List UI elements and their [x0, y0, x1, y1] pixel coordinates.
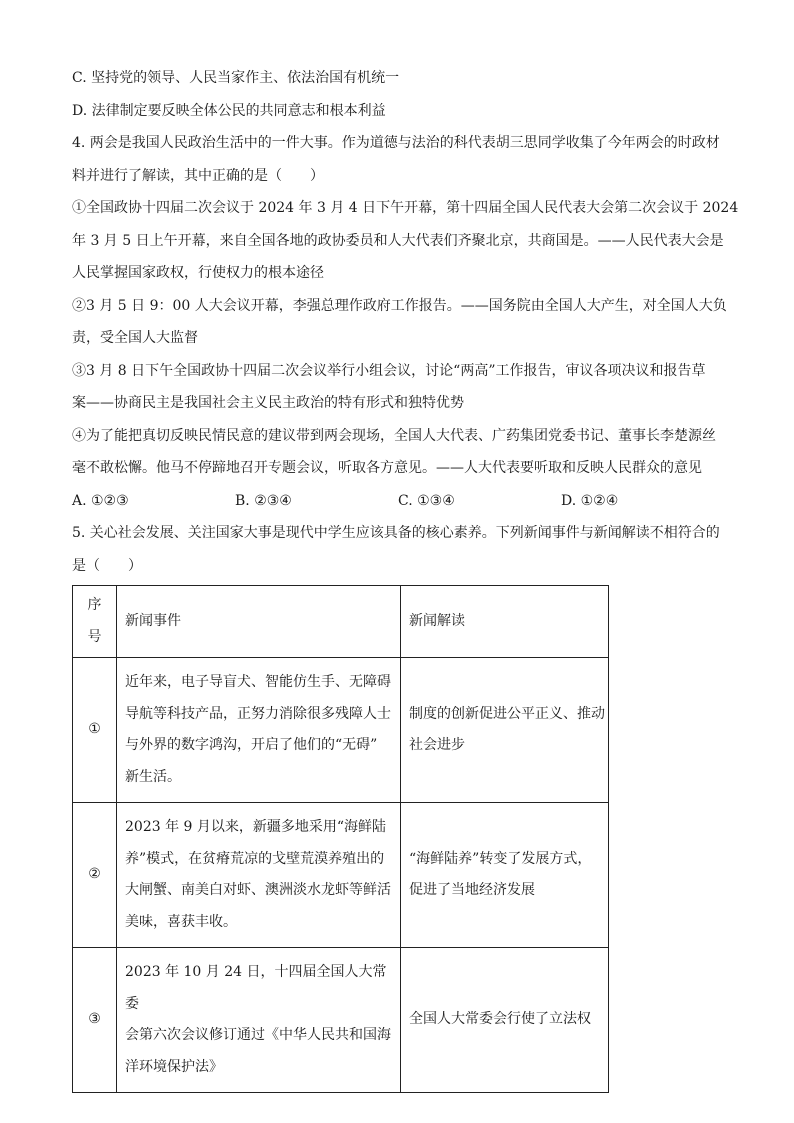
- table-row: [73, 803, 609, 948]
- q5-stem-line1: 5. 关心社会发展、关注国家大事是现代中学生应该具备的核心素养。下列新闻事件与新闻解读不相符合的: [72, 525, 720, 541]
- header-event: 新闻事件: [117, 586, 401, 658]
- header-num: [73, 586, 117, 658]
- row-num: ①: [73, 658, 117, 803]
- q5-stem-line2: 是（ ）: [72, 557, 142, 574]
- q4-stem-line1: 4. 两会是我国人民政治生活中的一件大事。作为道德与法治的科代表胡三思同学收集了今年两会的时政材: [72, 135, 720, 151]
- q4-option-a: A. ①②③: [72, 492, 129, 509]
- q4-item4-line1: ④为了能把真切反映民情民意的建议带到两会现场，全国人大代表、广药集团党委书记、董事长李楚源丝: [72, 427, 716, 444]
- news-table: [72, 585, 609, 1093]
- q4-option-d: D. ①②④: [561, 492, 619, 509]
- row-num: ③: [73, 948, 117, 1093]
- q4-item1-line3: 人民掌握国家政权，行使权力的根本途径: [72, 265, 324, 281]
- interp-line: 促进了当地经济发展: [409, 882, 535, 898]
- exam-page: [72, 62, 739, 1093]
- event-line: 近年来，电子导盲犬、智能仿生手、无障碍: [125, 674, 391, 690]
- q4-option-c: C. ①③④: [398, 492, 455, 509]
- q4-options: [72, 485, 724, 518]
- event-line: 导航等科技产品，正努力消除很多残障人士: [125, 705, 391, 722]
- interp-line: 全国人大常委会行使了立法权: [409, 1011, 591, 1028]
- header-interp: 新闻解读: [401, 586, 609, 658]
- table-header-row: [73, 586, 609, 658]
- event-line: 养”模式，在贫瘠荒凉的戈壁荒漠养殖出的: [125, 850, 385, 867]
- row-interp: [401, 658, 609, 803]
- row-interp: [401, 803, 609, 948]
- q4-stem-line2: 料并进行了解读，其中正确的是（ ）: [72, 167, 324, 184]
- event-line: 会第六次会议修订通过《中华人民共和国海: [125, 1027, 391, 1043]
- q4-item1-line1: ①全国政协十四届二次会议于 2024 年 3 月 4 日下午开幕，第十四届全国人民代表大会第二次会议于 2024: [72, 200, 739, 216]
- q4-item2-line2: 责，受全国人大监督: [72, 330, 198, 346]
- table-row: [73, 948, 609, 1093]
- q4-item1-line2: 年 3 月 5 日上午开幕，来自全国各地的政协委员和人大代表们齐聚北京，共商国是。——人民代表大会是: [72, 232, 724, 249]
- row-interp: [401, 948, 609, 1093]
- q3-option-c: C. 坚持党的领导、人民当家作主、依法治国有机统一: [72, 70, 400, 86]
- row-num: ②: [73, 803, 117, 948]
- row-event: [117, 948, 401, 1093]
- event-line: 与外界的数字鸿沟，开启了他们的“无碍”: [125, 737, 378, 753]
- q4-item2-line1: ②3 月 5 日 9：00 人大会议开幕，李强总理作政府工作报告。——国务院由全国人大产生，对全国人大负: [72, 297, 727, 314]
- q3-option-d: D. 法律制定要反映全体公民的共同意志和根本利益: [72, 102, 386, 119]
- q4-item3-line2: 案——协商民主是我国社会主义民主政治的特有形式和独特优势: [72, 395, 464, 411]
- interp-line: 社会进步: [409, 737, 465, 753]
- event-line: 大闸蟹、南美白对虾、澳洲淡水龙虾等鲜活: [125, 882, 391, 898]
- header-num-line1: 序: [87, 597, 102, 613]
- interp-line: 制度的创新促进公平正义、推动: [409, 705, 605, 722]
- q4-item4-line2: 毫不敢松懈。他马不停蹄地召开专题会议，听取各方意见。——人大代表要听取和反映人民群众的意见: [72, 460, 702, 476]
- header-num-line2: 号: [87, 628, 102, 645]
- event-line: 2023 年 10 月 24 日，十四届全国人大常委: [125, 964, 387, 1012]
- event-line: 2023 年 9 月以来，新疆多地采用“海鲜陆: [125, 819, 387, 835]
- event-line: 美味，喜获丰收。: [125, 913, 237, 930]
- table-row: [73, 658, 609, 803]
- q4-item3-line1: ③3 月 8 日下午全国政协十四届二次会议举行小组会议，讨论“两高”工作报告，审议各项决议和报告草: [72, 362, 706, 379]
- q4-option-b: B. ②③④: [235, 492, 292, 509]
- event-line: 新生活。: [125, 768, 181, 785]
- row-event: [117, 658, 401, 803]
- interp-line: “海鲜陆养”转变了发展方式，: [409, 850, 592, 867]
- event-line: 洋环境保护法》: [125, 1058, 223, 1075]
- row-event: [117, 803, 401, 948]
